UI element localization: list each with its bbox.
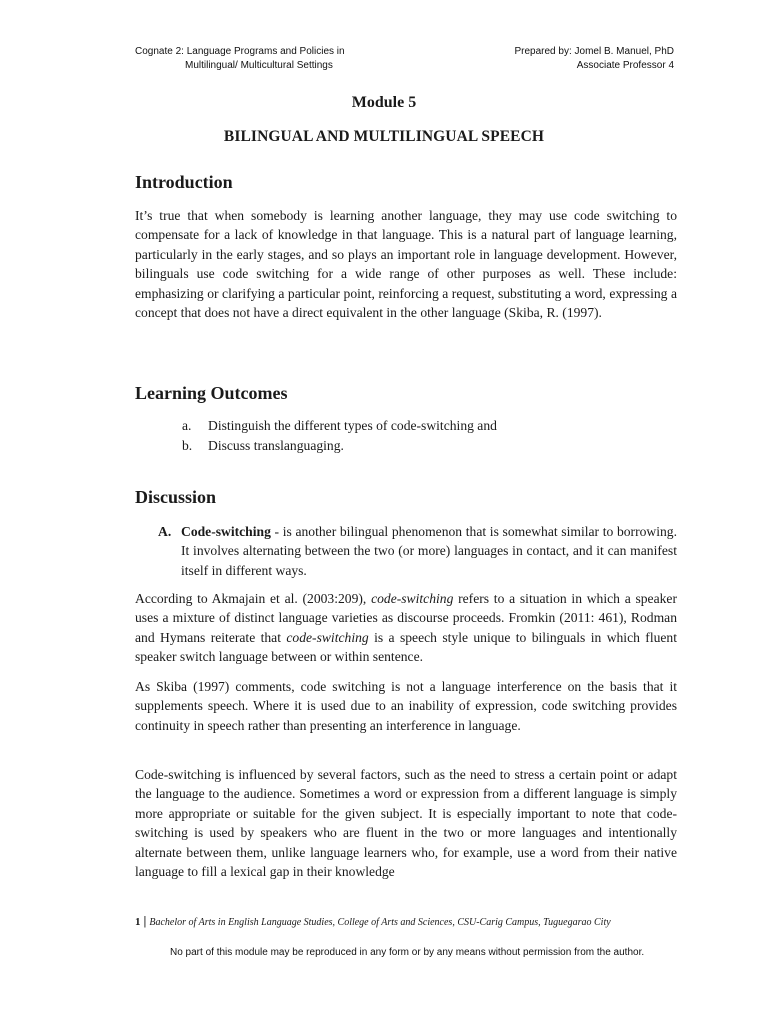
outcome-label: b. (182, 438, 193, 453)
p1-term: code-switching (371, 591, 454, 606)
p1-term: code-switching (286, 629, 369, 645)
outcome-item (182, 436, 344, 455)
learning-outcomes-heading: Learning Outcomes (135, 383, 288, 403)
item-a-text (181, 522, 677, 580)
code-switching-term: Code-switching (181, 524, 271, 539)
header-course-line2: Multilingual/ Multicultural Settings (185, 60, 333, 71)
item-a-label: A. (158, 524, 172, 539)
discussion-paragraph-1 (135, 589, 677, 667)
introduction-paragraph: It’s true that when somebody is learning another language, they may use code switching to compensate for a lack of knowledge in that language. This is a natural part of language learning, particularly in the early stages, and so plays an important role in language development. However, bilinguals use code switching for a wide range of other purposes as well. These include: emphasizing or clarifying a particular point, reinforcing a request, substituting a word, expressing a concept that does not have a direct equivalent in the other language (Skiba, R. (1997). (135, 208, 677, 321)
discussion-heading: Discussion (135, 487, 217, 507)
discussion-item-a (158, 522, 677, 580)
header-author-rank: Associate Professor 4 (576, 60, 674, 71)
outcome-text: Distinguish the different types of code-switching and (208, 418, 497, 433)
header-author (514, 45, 674, 73)
module-title: BILINGUAL AND MULTILINGUAL SPEECH (223, 128, 545, 145)
discussion-paragraph-2: As Skiba (1997) comments, code switching is not a language interference on the basis that it supplements speech. Where it is used due to an inability of expression, code switching provides continuity in speech rather than presenting an interference in language. (135, 679, 677, 733)
footer-separator: | (143, 913, 147, 928)
p1-text: refers to a situation in which a speaker uses a mixture of distinct language varieties as discourse proceeds. Fromkin (2011: 461), Rodman and Hymans reiterate that (135, 591, 677, 645)
p1-text: According to Akmajain et al. (2003:209), (135, 591, 372, 606)
copyright-notice: No part of this module may be reproduced in any form or by any means without permission from the author. (170, 947, 645, 958)
discussion-paragraph-3: Code-switching is influenced by several factors, such as the need to stress a certain point or adapt the language to the audience. Sometimes a word or expression from a different language is simply more appropriate or suitable for the given subject. It is especially important to note that code-switching is used by speakers who are fluent in the two or more languages and intentionally alternate between them, unlike language learners who, for example, use a word from their native language to fill a lexical gap in their knowledge (135, 767, 677, 880)
outcome-item (182, 416, 497, 435)
outcome-text: Discuss translanguaging. (208, 438, 344, 453)
module-number: Module 5 (351, 94, 417, 111)
header-course (135, 45, 345, 73)
introduction-heading: Introduction (135, 172, 233, 192)
footer-line (135, 914, 680, 929)
outcome-label: a. (182, 418, 192, 433)
header-course-line1: Cognate 2: Language Programs and Policies in (135, 46, 345, 57)
item-a-definition: - is another bilingual phenomenon that is somewhat similar to borrowing. It involves alternating between the two (or more) languages in contact, and it can manifest itself in different ways. (181, 524, 677, 578)
p1-text: is a speech style unique to bilinguals in which fluent speaker switch language between or within sentence. (135, 629, 678, 665)
page-number: 1 (135, 916, 141, 928)
footer-institution: Bachelor of Arts in English Language Studies, College of Arts and Sciences, CSU-Carig Campus, Tuguegarao City (149, 917, 611, 928)
header-author-name: Prepared by: Jomel B. Manuel, PhD (514, 46, 674, 57)
